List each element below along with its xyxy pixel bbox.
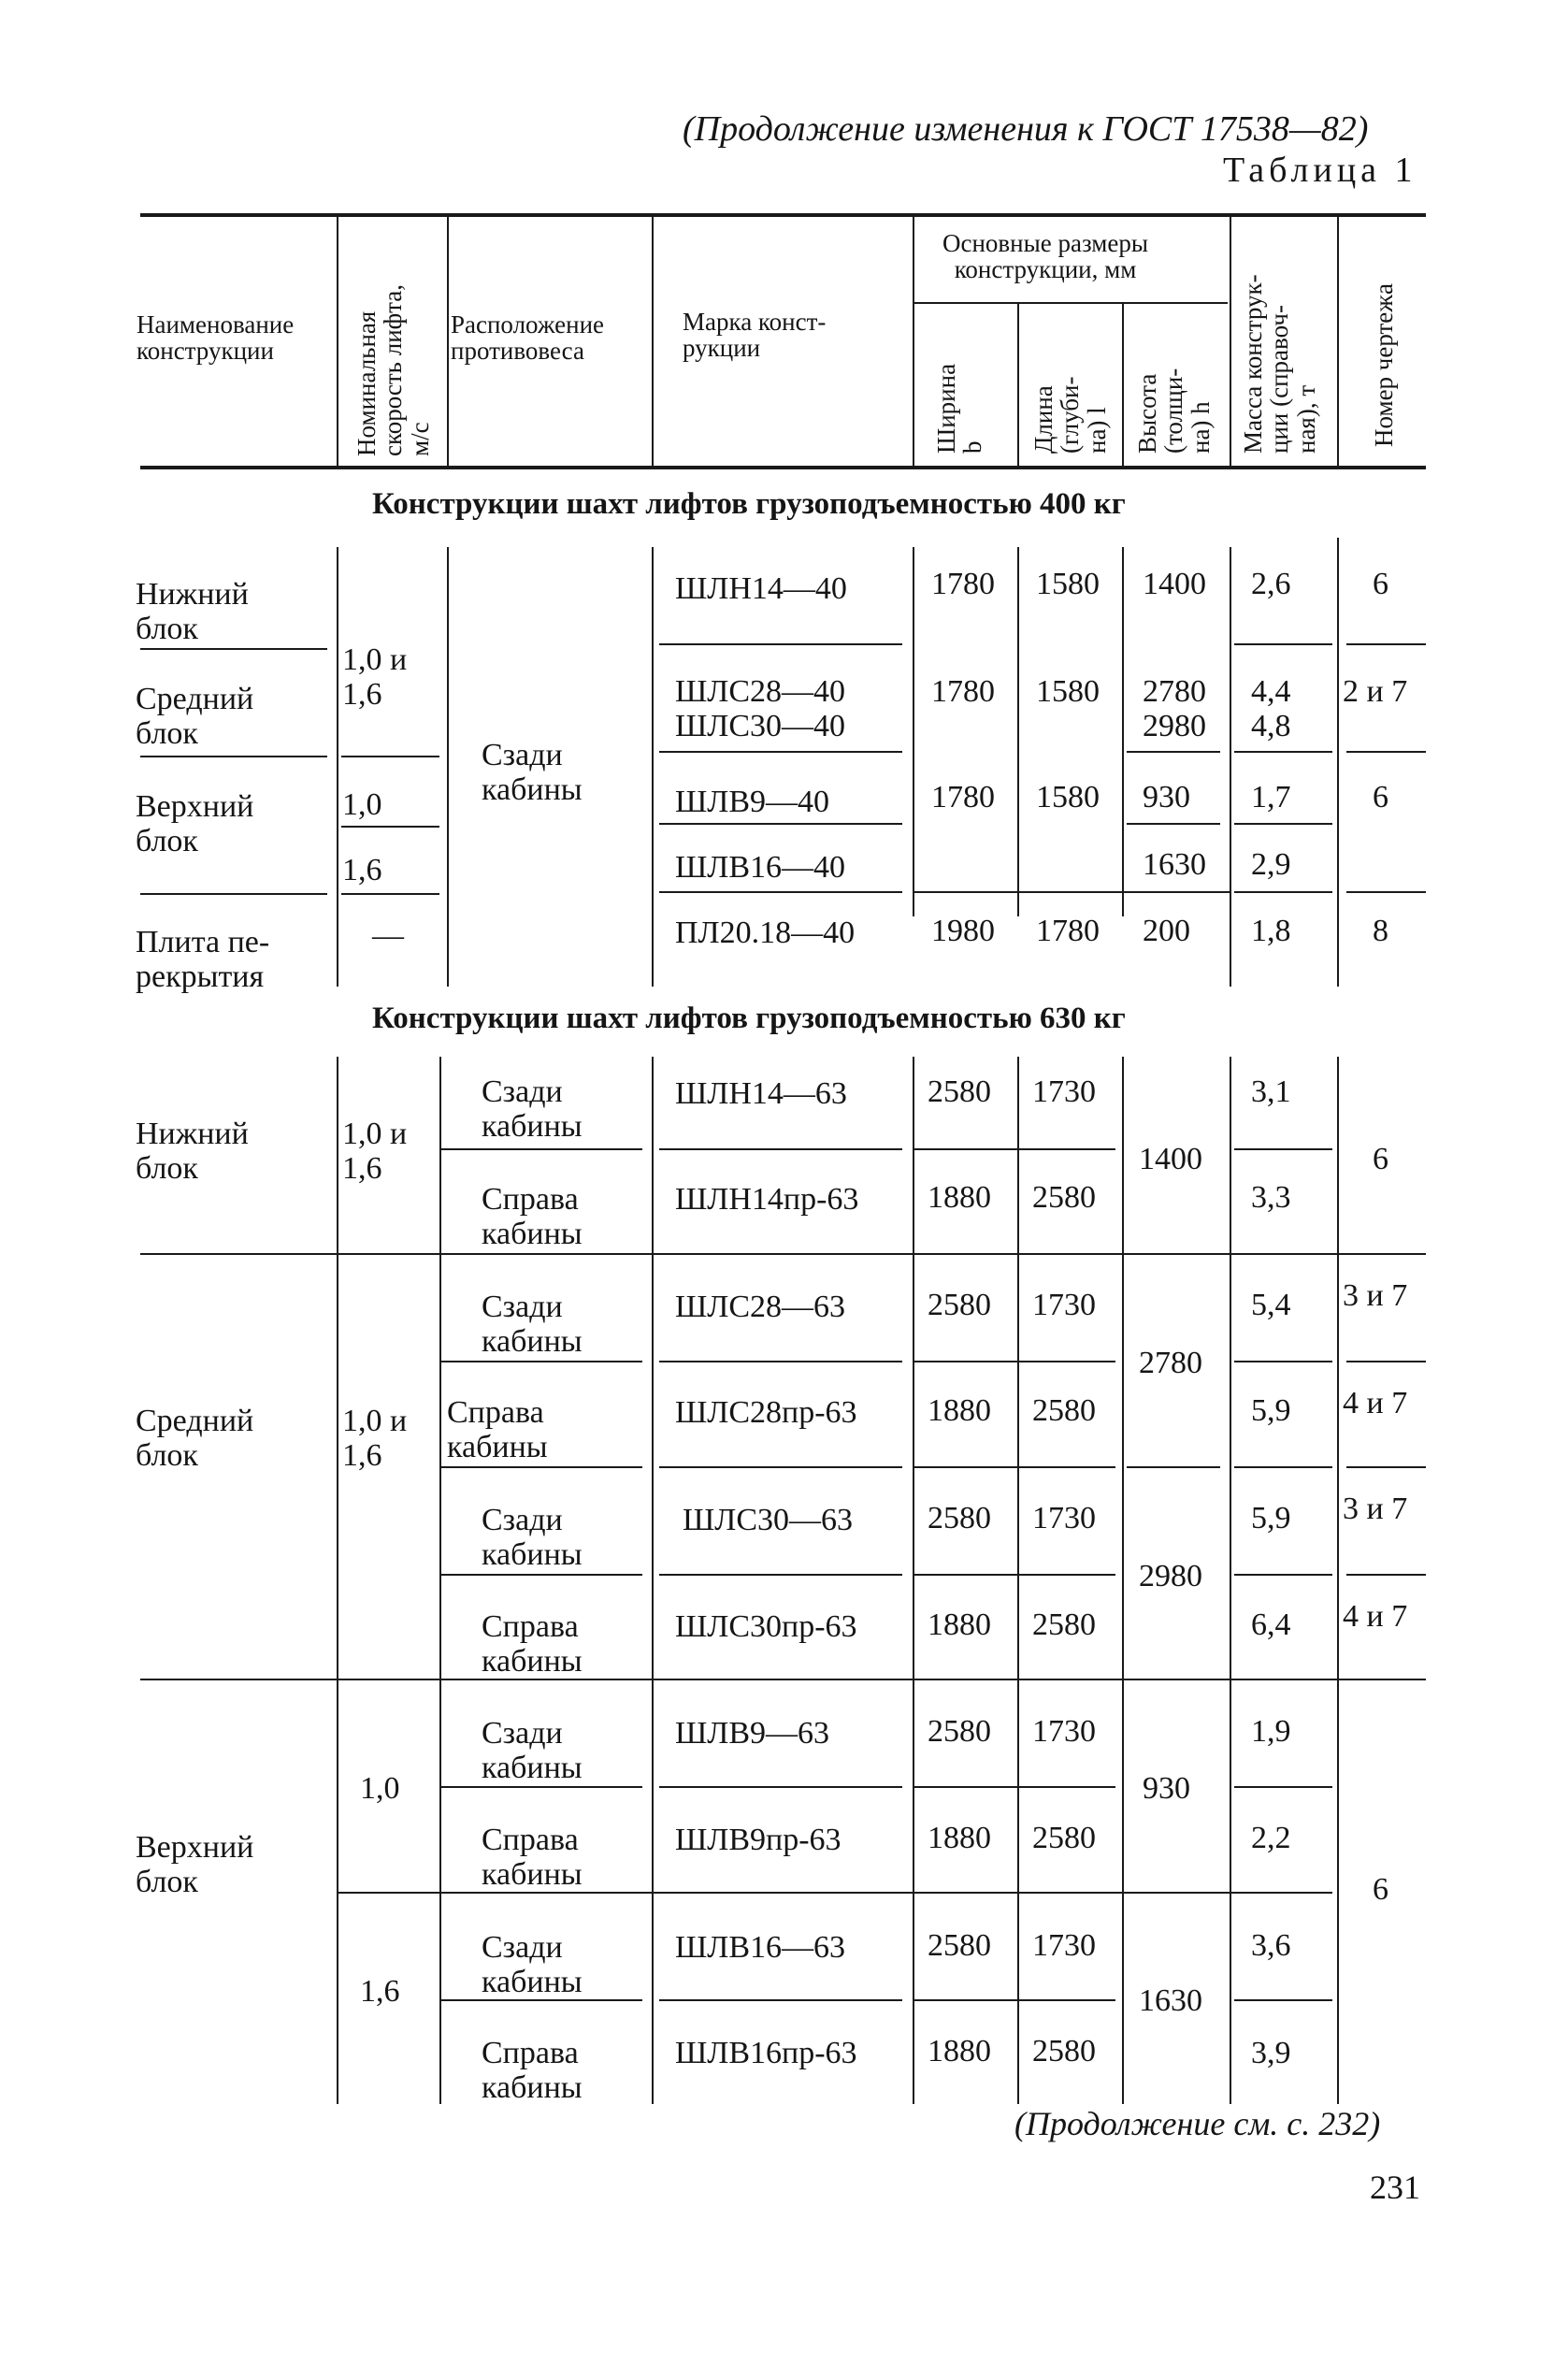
s2-r2-position: Справа кабины xyxy=(482,1182,583,1251)
s2-r8-length: 2580 xyxy=(1032,1821,1096,1855)
block-divider-2 xyxy=(140,1679,1426,1680)
s2-drawing-4: 3 и 7 xyxy=(1343,1492,1408,1526)
s2-speed-1: 1,0 и 1,6 xyxy=(342,1117,408,1186)
s2-r7-mark: ШЛВ9—63 xyxy=(675,1716,830,1751)
footer-note: (Продолжение см. с. 232) xyxy=(1014,2105,1381,2142)
s1-r4-mass: 2,9 xyxy=(1251,847,1291,882)
s2-r10-length: 2580 xyxy=(1032,2034,1096,2068)
table-top-rule xyxy=(140,213,1426,217)
s2-r4-length: 2580 xyxy=(1032,1393,1096,1428)
s1-r3-length: 1580 xyxy=(1036,780,1100,814)
s1-r1-height: 1400 xyxy=(1143,567,1206,601)
s2-r1-mass: 3,1 xyxy=(1251,1074,1291,1109)
col-length-header: Длина (глуби- на) l xyxy=(1029,376,1111,454)
s1-r1-mark: ШЛН14—40 xyxy=(675,571,847,606)
s2-speed-2: 1,0 и 1,6 xyxy=(342,1404,408,1473)
s1-r1-width: 1780 xyxy=(931,567,995,601)
s1-name-upper: Верхний блок xyxy=(136,789,254,858)
s2-drawing-5: 4 и 7 xyxy=(1343,1599,1408,1634)
s2-r1-mark: ШЛН14—63 xyxy=(675,1076,847,1111)
s1-r2-mark: ШЛС28—40 ШЛС30—40 xyxy=(675,674,846,743)
s2-name-middle: Средний блок xyxy=(136,1404,254,1473)
s1-counterweight: Сзади кабины xyxy=(482,738,583,807)
col-counterweight-header: Расположение противовеса xyxy=(451,310,605,366)
s2-drawing-1: 6 xyxy=(1373,1142,1388,1176)
s1-r3-mark: ШЛВ9—40 xyxy=(675,785,830,819)
s2-r9-mark: ШЛВ16—63 xyxy=(675,1930,846,1965)
col-drawing-header: Номер чертежа xyxy=(1370,283,1398,447)
s2-r8-width: 1880 xyxy=(928,1821,991,1855)
s2-height-5: 1630 xyxy=(1139,1983,1202,2018)
s2-r6-mark: ШЛС30пр-63 xyxy=(675,1609,857,1644)
s2-r4-mass: 5,9 xyxy=(1251,1393,1291,1428)
s1-r2-height: 2780 2980 xyxy=(1143,674,1206,743)
s1-r1-mass: 2,6 xyxy=(1251,567,1291,601)
s2-r10-position: Справа кабины xyxy=(482,2036,583,2105)
s2-r1-width: 2580 xyxy=(928,1074,991,1109)
s2-speed-4: 1,6 xyxy=(360,1974,400,2009)
s2-r9-width: 2580 xyxy=(928,1928,991,1963)
page-number: 231 xyxy=(1370,2169,1420,2206)
s1-r4-height: 1630 xyxy=(1143,847,1206,882)
col-speed-header: Номинальная скорость лифта, м/с xyxy=(352,283,434,456)
s2-r8-position: Справа кабины xyxy=(482,1823,583,1892)
s1-r4-mark: ШЛВ16—40 xyxy=(675,850,846,885)
s1-r5-mark: ПЛ20.18—40 xyxy=(675,915,856,950)
s2-speed-3: 1,0 xyxy=(360,1771,400,1806)
s2-name-upper: Верхний блок xyxy=(136,1830,254,1899)
s2-r8-mark: ШЛВ9пр-63 xyxy=(675,1823,842,1857)
s2-r5-width: 2580 xyxy=(928,1501,991,1535)
section-title-630: Конструкции шахт лифтов грузоподъемностью 630 кг xyxy=(372,1002,1126,1035)
s2-r10-mass: 3,9 xyxy=(1251,2036,1291,2070)
s1-r5-length: 1780 xyxy=(1036,914,1100,948)
s2-r2-length: 2580 xyxy=(1032,1180,1096,1215)
s2-r6-width: 1880 xyxy=(928,1607,991,1642)
s1-r3-width: 1780 xyxy=(931,780,995,814)
s2-r6-length: 2580 xyxy=(1032,1607,1096,1642)
s2-r2-width: 1880 xyxy=(928,1180,991,1215)
table-label: Таблица 1 xyxy=(1223,151,1417,190)
s2-r7-mass: 1,9 xyxy=(1251,1714,1291,1749)
s2-r3-width: 2580 xyxy=(928,1288,991,1322)
s2-r3-length: 1730 xyxy=(1032,1288,1096,1322)
s1-name-middle: Средний блок xyxy=(136,682,254,751)
s1-r5-drawing: 8 xyxy=(1373,914,1388,948)
s2-r1-position: Сзади кабины xyxy=(482,1074,583,1144)
s2-r6-mass: 6,4 xyxy=(1251,1607,1291,1642)
s1-r3-height: 930 xyxy=(1143,780,1190,814)
s1-r3-mass: 1,7 xyxy=(1251,780,1291,814)
s2-r7-length: 1730 xyxy=(1032,1714,1096,1749)
s1-r5-height: 200 xyxy=(1143,914,1190,948)
col-mark-header: Марка конст- рукции xyxy=(683,308,827,363)
s2-height-3: 2980 xyxy=(1139,1559,1202,1593)
table-header-bottom-rule xyxy=(140,466,1426,469)
s2-r4-position: Справа кабины xyxy=(447,1395,548,1464)
s2-r3-mass: 5,4 xyxy=(1251,1288,1291,1322)
s2-r4-width: 1880 xyxy=(928,1393,991,1428)
s2-r5-mark: ШЛС30—63 xyxy=(683,1503,854,1537)
s2-r1-length: 1730 xyxy=(1032,1074,1096,1109)
s1-r3-drawing: 6 xyxy=(1373,780,1388,814)
s1-r2-width: 1780 xyxy=(931,674,995,709)
s1-r2-drawing: 2 и 7 xyxy=(1343,674,1408,709)
s2-height-4: 930 xyxy=(1143,1771,1190,1806)
s1-speed-3: 1,6 xyxy=(342,853,382,887)
s2-r2-mass: 3,3 xyxy=(1251,1180,1291,1215)
s2-r7-position: Сзади кабины xyxy=(482,1716,583,1785)
continuation-header: (Продолжение изменения к ГОСТ 17538—82) xyxy=(683,109,1369,149)
s1-r5-mass: 1,8 xyxy=(1251,914,1291,948)
s2-r10-mark: ШЛВ16пр-63 xyxy=(675,2036,857,2070)
s2-height-2: 2780 xyxy=(1139,1346,1202,1380)
s1-r1-length: 1580 xyxy=(1036,567,1100,601)
s2-drawing-2: 3 и 7 xyxy=(1343,1278,1408,1313)
col-mass-header: Масса конструк- ции (справоч- ная), т xyxy=(1239,274,1320,454)
s1-r2-length: 1580 xyxy=(1036,674,1100,709)
s2-drawing-3: 4 и 7 xyxy=(1343,1386,1408,1420)
s1-r5-width: 1980 xyxy=(931,914,995,948)
s2-r3-position: Сзади кабины xyxy=(482,1290,583,1359)
s1-name-slab: Плита пе- рекрытия xyxy=(136,925,270,994)
col-name-header: Наименование конструкции xyxy=(137,310,295,366)
s1-r1-drawing: 6 xyxy=(1373,567,1388,601)
s2-r3-mark: ШЛС28—63 xyxy=(675,1290,846,1324)
s1-speed-1: 1,0 и 1,6 xyxy=(342,642,408,712)
s2-r8-mass: 2,2 xyxy=(1251,1821,1291,1855)
s1-speed-4: — xyxy=(372,918,404,953)
s2-r5-length: 1730 xyxy=(1032,1501,1096,1535)
s2-drawing-6: 6 xyxy=(1373,1872,1388,1907)
s2-r5-position: Сзади кабины xyxy=(482,1503,583,1572)
s2-r2-mark: ШЛН14пр-63 xyxy=(675,1182,859,1217)
s1-r2-mass: 4,4 4,8 xyxy=(1251,674,1291,743)
s2-r9-mass: 3,6 xyxy=(1251,1928,1291,1963)
s2-r4-mark: ШЛС28пр-63 xyxy=(675,1395,857,1430)
block-divider-1 xyxy=(140,1253,1426,1255)
dims-group-rule xyxy=(914,302,1228,304)
s2-r10-width: 1880 xyxy=(928,2034,991,2068)
s1-name-lower: Нижний блок xyxy=(136,577,249,646)
section-title-400: Конструкции шахт лифтов грузоподъемностью 400 кг xyxy=(372,487,1126,521)
s2-r9-position: Сзади кабины xyxy=(482,1930,583,1999)
col-width-header: Ширина b xyxy=(932,363,987,454)
s2-r9-length: 1730 xyxy=(1032,1928,1096,1963)
s2-r5-mass: 5,9 xyxy=(1251,1501,1291,1535)
s2-name-lower: Нижний блок xyxy=(136,1117,249,1186)
s2-r6-position: Справа кабины xyxy=(482,1609,583,1679)
s2-height-1: 1400 xyxy=(1139,1142,1202,1176)
col-height-header: Высота (толщи- на) h xyxy=(1133,368,1215,454)
col-dims-group-header: Основные размеры конструкции, мм xyxy=(942,229,1148,284)
s1-speed-2: 1,0 xyxy=(342,787,382,822)
s2-r7-width: 2580 xyxy=(928,1714,991,1749)
